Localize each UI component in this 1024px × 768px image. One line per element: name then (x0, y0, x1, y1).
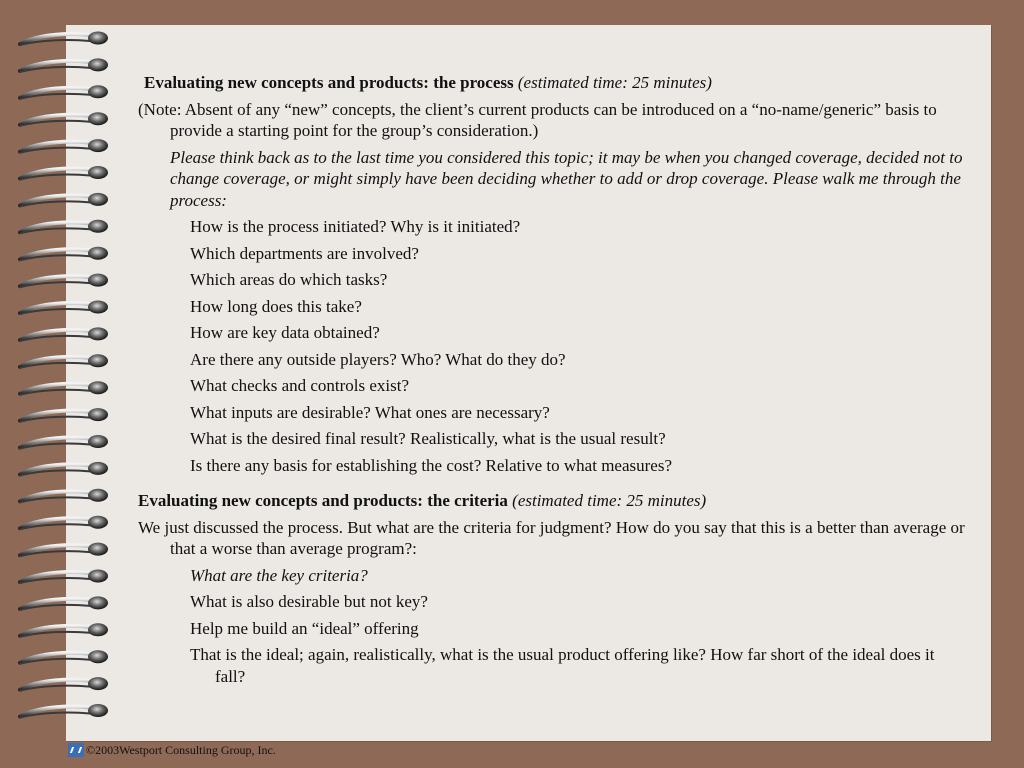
binding-ring (20, 220, 108, 234)
question-item: Help me build an “ideal” offering (190, 618, 419, 638)
binding-ring (20, 58, 108, 72)
binding-ring (20, 274, 108, 288)
question-item: Which departments are involved? (190, 243, 419, 263)
footer (68, 742, 276, 760)
copyright-text: ©2003Westport Consulting Group, Inc. (86, 743, 276, 757)
question-item: Which areas do which tasks? (190, 270, 388, 289)
estimated-time: (estimated time: 25 minutes) (517, 73, 712, 92)
binding-ring (20, 354, 108, 368)
question-item: What is also desirable but not key? (190, 592, 428, 611)
binding-ring (20, 327, 108, 341)
binding-ring (20, 543, 108, 557)
binding-ring (20, 677, 108, 691)
question-item: What inputs are desirable? What ones are necessary? (190, 402, 550, 422)
binding-ring (20, 85, 108, 99)
question-item: How are key data obtained? (190, 323, 380, 342)
section-heading-process (144, 72, 968, 94)
binding-ring (20, 193, 108, 207)
question-item: How long does this take? (190, 296, 362, 316)
binding-ring (20, 112, 108, 126)
page-content (138, 72, 968, 687)
binding-ring (20, 462, 108, 476)
question-item: What checks and controls exist? (190, 376, 410, 395)
westport-logo-icon (68, 743, 84, 757)
intro-paragraph: We just discussed the process. But what are the criteria for judgment? How do you say that this is a better than average or that a worse than average program?: (138, 517, 965, 558)
question-item: What is the desired final result? Realistically, what is the usual result? (190, 429, 666, 448)
question-item: Is there any basis for establishing the cost? Relative to what measures? (190, 455, 672, 475)
question-item: How is the process initiated? Why is it initiated? (190, 217, 521, 236)
binding-ring (20, 32, 108, 46)
binding-ring (20, 623, 108, 637)
binding-ring (20, 408, 108, 422)
binding-ring (20, 650, 108, 664)
binding-ring (20, 166, 108, 180)
heading-text: Evaluating new concepts and products: the criteria (138, 491, 508, 510)
heading-text: Evaluating new concepts and products: the process (144, 73, 514, 92)
binding-ring (20, 139, 108, 153)
binding-ring (20, 570, 108, 584)
question-item: That is the ideal; again, realistically, what is the usual product offering like? How far short of the ideal does it fall? (190, 645, 935, 686)
binding-ring (20, 247, 108, 261)
binding-ring (20, 596, 108, 610)
question-item: Are there any outside players? Who? What do they do? (190, 349, 566, 369)
question-item-italic: What are the key criteria? (190, 565, 368, 585)
binding-ring (20, 516, 108, 530)
binding-ring (20, 489, 108, 503)
binding-ring (20, 381, 108, 395)
note-paragraph: (Note: Absent of any “new” concepts, the client’s current products can be introduced on a “no-name/generic” basis to provide a starting point for the group’s consideration.) (138, 99, 937, 140)
prompt-paragraph: Please think back as to the last time you considered this topic; it may be when you changed coverage, decided not to change coverage, or might simply have been deciding whether to add or drop coverage. Please walk me through the process: (170, 147, 963, 210)
estimated-time: (estimated time: 25 minutes) (512, 491, 707, 510)
binding-ring (20, 435, 108, 449)
binding-ring (20, 301, 108, 315)
binding-ring (20, 704, 108, 718)
spiral-binding (18, 28, 118, 748)
section-heading-criteria (138, 490, 968, 512)
